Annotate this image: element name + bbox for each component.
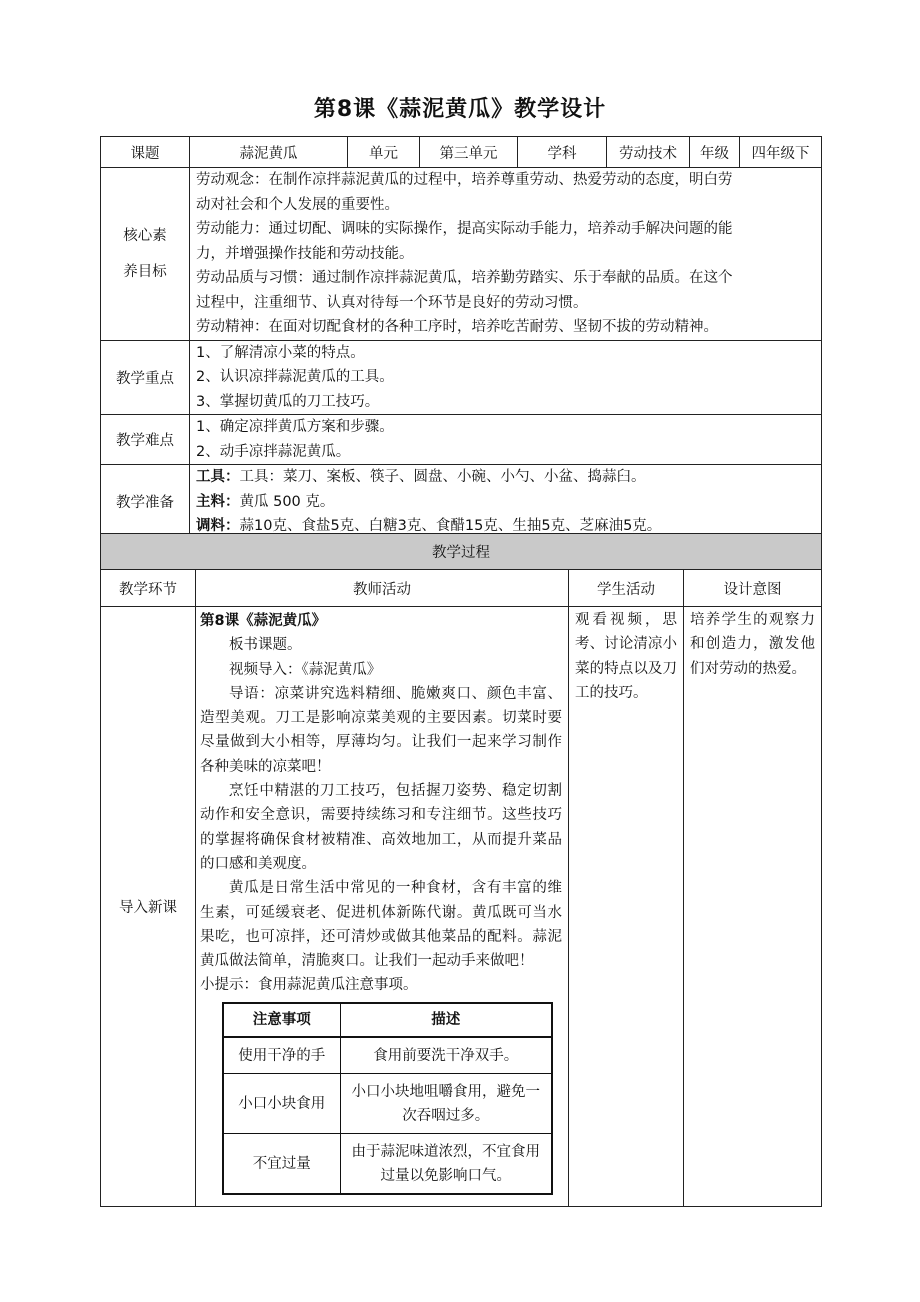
subject-label: 学科 bbox=[518, 137, 607, 168]
header-intent: 设计意图 bbox=[684, 570, 822, 607]
core-goal-line: 力，并增强操作技能和劳动技能。 bbox=[196, 245, 414, 262]
prep-main bbox=[196, 490, 815, 515]
process-banner: 教学过程 bbox=[101, 534, 822, 570]
page-title: 第8课《蒜泥黄瓜》教学设计 bbox=[313, 97, 607, 122]
process-banner-row bbox=[101, 534, 822, 570]
difficulty-item: 1、确定凉拌黄瓜方案和步骤。 bbox=[196, 419, 394, 435]
info-row bbox=[101, 137, 822, 168]
student-activity: 观看视频，思考、讨论清凉小菜的特点以及刀工的技巧。 bbox=[569, 607, 684, 1207]
header-stage: 教学环节 bbox=[101, 570, 196, 607]
prep-seasoning-label: 调料： bbox=[196, 518, 240, 534]
grade-label: 年级 bbox=[690, 137, 740, 168]
core-goal-line: 劳动观念：在制作凉拌蒜泥黄瓜的过程中，培养尊重劳动、热爱劳动的态度，明白劳 bbox=[196, 172, 733, 188]
teacher-para: 视频导入：《蒜泥黄瓜》 bbox=[229, 661, 382, 678]
unit-label: 单元 bbox=[348, 137, 420, 168]
core-goals-row bbox=[101, 168, 822, 341]
teacher-para: 板书课题。 bbox=[229, 637, 302, 654]
core-goal-line: 劳动精神：在面对切配食材的各种工序时，培养吃苦耐劳、坚韧不拔的劳动精神。 bbox=[196, 319, 718, 335]
difficulties-content bbox=[190, 415, 822, 465]
tips-item: 小口小块食用 bbox=[223, 1074, 340, 1134]
prep-seasoning-value: 蒜10克、食盐5克、白糖3克、食醋15克、生抽5克、芝麻油5克。 bbox=[239, 518, 662, 534]
tips-header-item: 注意事项 bbox=[223, 1003, 340, 1037]
teacher-para: 烹饪中精湛的刀工技巧，包括握刀姿势、稳定切割动作和安全意识，需要持续练习和专注细节。这些技巧的掌握将确保食材被精准、高效地加工，从而提升菜品的口感和美观度。 bbox=[200, 783, 562, 872]
teacher-para: 黄瓜是日常生活中常见的一种食材，含有丰富的维生素，可延缓衰老、促进机体新陈代谢。黄瓜既可当水果吃，也可凉拌，还可清炒或做其他菜品的配料。蒜泥黄瓜做法简单，清脆爽口。让我们一起动手来做吧！ bbox=[200, 880, 562, 970]
key-points-label: 教学重点 bbox=[101, 340, 190, 415]
topic-value: 蒜泥黄瓜 bbox=[190, 137, 348, 168]
process-row-intro bbox=[101, 607, 822, 1207]
design-intent: 培养学生的观察力和创造力，激发他们对劳动的热爱。 bbox=[684, 607, 822, 1207]
difficulties-label: 教学难点 bbox=[101, 415, 190, 465]
difficulties-row bbox=[101, 415, 822, 465]
prep-main-label: 主料： bbox=[196, 493, 240, 510]
tips-row bbox=[223, 1074, 552, 1134]
key-point-item: 1、了解清凉小菜的特点。 bbox=[196, 344, 365, 361]
key-points-row bbox=[101, 340, 822, 415]
tips-row bbox=[223, 1134, 552, 1194]
process-header-row bbox=[101, 570, 822, 607]
teaching-process-table bbox=[100, 533, 822, 1207]
core-goals-label-line2: 养目标 bbox=[123, 263, 167, 280]
tips-row bbox=[223, 1037, 552, 1074]
lesson-info-table bbox=[100, 136, 822, 540]
prep-row bbox=[101, 465, 822, 540]
key-point-item: 2、认识凉拌蒜泥黄瓜的工具。 bbox=[196, 369, 394, 385]
subject-value: 劳动技术 bbox=[607, 137, 690, 168]
stage-intro: 导入新课 bbox=[101, 607, 196, 1207]
header-teacher: 教师活动 bbox=[196, 570, 569, 607]
teacher-activity bbox=[196, 607, 569, 1207]
core-goals-label-line1: 核心素 bbox=[123, 227, 167, 244]
core-goals-content bbox=[190, 168, 822, 341]
prep-tools bbox=[196, 465, 815, 490]
unit-value: 第三单元 bbox=[420, 137, 518, 168]
difficulty-item: 2、动手凉拌蒜泥黄瓜。 bbox=[196, 443, 351, 460]
key-points-content bbox=[190, 340, 822, 415]
key-point-item: 3、掌握切黄瓜的刀工技巧。 bbox=[196, 393, 380, 410]
tips-desc: 小口小块地咀嚼食用，避免一次吞咽过多。 bbox=[340, 1074, 552, 1134]
core-goal-line: 劳动品质与习惯：通过制作凉拌蒜泥黄瓜，培养勤劳踏实、乐于奉献的品质。在这个 bbox=[196, 270, 733, 286]
tips-desc: 由于蒜泥味道浓烈，不宜食用过量以免影响口气。 bbox=[340, 1134, 552, 1194]
topic-label: 课题 bbox=[101, 137, 190, 168]
header-student: 学生活动 bbox=[569, 570, 684, 607]
prep-main-value: 黄瓜 500 克。 bbox=[239, 493, 335, 510]
tips-header-desc: 描述 bbox=[340, 1003, 552, 1037]
prep-tools-label: 工具： bbox=[196, 469, 240, 485]
core-goal-line: 劳动能力：通过切配、调味的实际操作，提高实际动手能力，培养动手解决问题的能 bbox=[196, 221, 733, 237]
tips-desc: 食用前要洗干净双手。 bbox=[340, 1037, 552, 1074]
tips-item: 使用干净的手 bbox=[223, 1037, 340, 1074]
prep-tools-value: 工具：菜刀、案板、筷子、圆盘、小碗、小勺、小盆、捣蒜臼。 bbox=[239, 469, 646, 485]
core-goal-line: 动对社会和个人发展的重要性。 bbox=[196, 196, 399, 213]
grade-value: 四年级下 bbox=[740, 137, 822, 168]
core-goal-line: 过程中，注重细节、认真对待每一个环节是良好的劳动习惯。 bbox=[196, 294, 588, 311]
tips-item: 不宜过量 bbox=[223, 1134, 340, 1194]
lesson-subtitle: 第8课《蒜泥黄瓜》 bbox=[200, 613, 327, 629]
core-goals-label bbox=[101, 168, 190, 341]
teacher-para: 导语：凉菜讲究选料精细、脆嫩爽口、颜色丰富、造型美观。刀工是影响凉菜美观的主要因素。切菜时要尽量做到大小相等，厚薄均匀。让我们一起来学习制作各种美味的凉菜吧！ bbox=[200, 685, 562, 775]
prep-label: 教学准备 bbox=[101, 465, 190, 540]
tips-header-row bbox=[223, 1003, 552, 1037]
prep-content bbox=[190, 465, 822, 540]
tips-table bbox=[222, 1002, 553, 1195]
teacher-tip: 小提示：食用蒜泥黄瓜注意事项。 bbox=[200, 977, 418, 994]
